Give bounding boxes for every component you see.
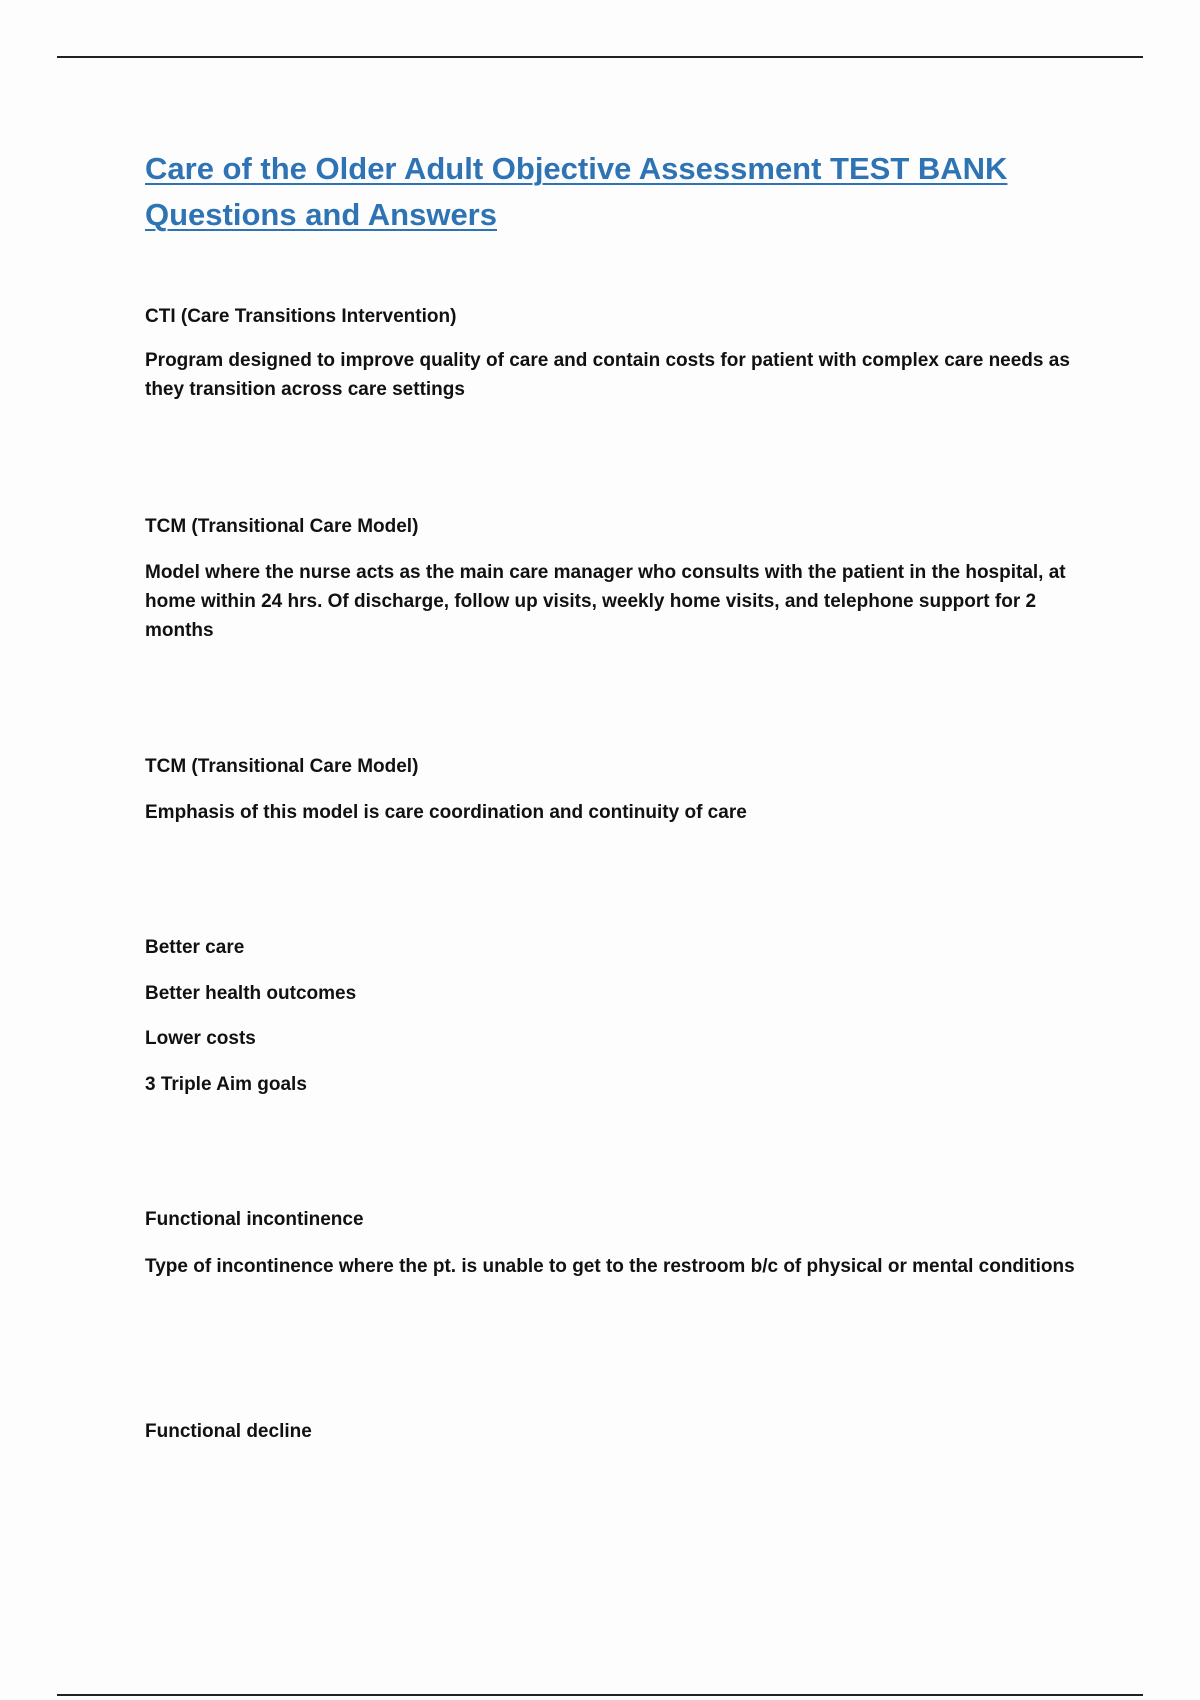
- document-title[interactable]: Care of the Older Adult Objective Assessment TEST BANK Questions and Answers: [145, 151, 1008, 232]
- entry-definition: Program designed to improve quality of care and contain costs for patient with complex care needs as they transition across care settings: [145, 350, 1070, 400]
- entry-term: TCM (Transitional Care Model): [145, 516, 419, 537]
- entry-definition: Type of incontinence where the pt. is unable to get to the restroom b/c of physical or mental conditions: [145, 1256, 1075, 1277]
- entry-term: CTI (Care Transitions Intervention): [145, 306, 457, 327]
- list-item: Better health outcomes: [145, 983, 357, 1004]
- entry-definition: Emphasis of this model is care coordination and continuity of care: [145, 802, 747, 823]
- header-rule: [57, 56, 1143, 58]
- list-item: Lower costs: [145, 1028, 256, 1049]
- entry-term: Functional decline: [145, 1421, 312, 1442]
- entry-term: Functional incontinence: [145, 1209, 364, 1230]
- footer-rule: [57, 1694, 1143, 1696]
- list-item: 3 Triple Aim goals: [145, 1074, 307, 1095]
- entry-term: TCM (Transitional Care Model): [145, 756, 419, 777]
- list-item: Better care: [145, 937, 245, 958]
- entry-definition: Model where the nurse acts as the main care manager who consults with the patient in the hospital, at home within 24 hrs. Of discharge, follow up visits, weekly home visits, and telephone support for 2 months: [145, 562, 1066, 641]
